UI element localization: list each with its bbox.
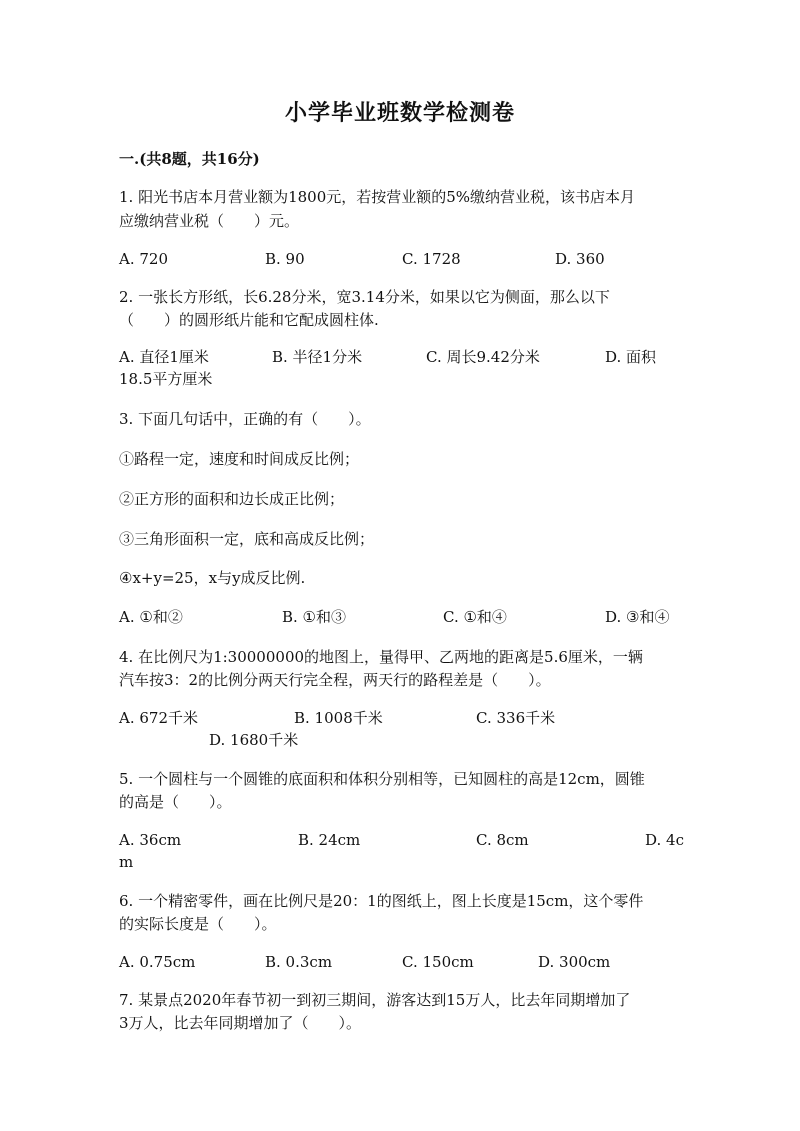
question-1-line-2: 应缴纳营业税（ ）元。: [119, 212, 300, 230]
question-3-line-1: 3. 下面几句话中，正确的有（ ）。: [119, 410, 371, 428]
question-6-option-a: A. 0.75cm: [119, 953, 196, 971]
question-6-option-d: D. 300cm: [538, 953, 611, 971]
question-6-line-2: 的实际长度是（ ）。: [119, 915, 277, 933]
question-2-line-2: （ ）的圆形纸片能和它配成圆柱体.: [119, 311, 379, 329]
question-5-option-a: A. 36cm: [119, 831, 182, 849]
question-6-line-1: 6. 一个精密零件，画在比例尺是20：1的图纸上，图上长度是15cm，这个零件: [119, 892, 644, 910]
question-4-option-d: D. 1680千米: [209, 731, 299, 749]
question-7-line-2: 3万人，比去年同期增加了（ ）。: [119, 1014, 362, 1032]
question-2-option-b: B. 半径1分米: [272, 348, 363, 366]
question-3-statement-2: ②正方形的面积和边长成正比例；: [119, 490, 345, 508]
question-4-option-c: C. 336千米: [476, 709, 556, 727]
question-2-option-d: D. 面积: [605, 348, 657, 366]
question-1-option-b: B. 90: [265, 250, 305, 268]
question-2-option-a: A. 直径1厘米: [119, 348, 209, 366]
question-3-statement-4: ④x+y=25，x与y成反比例.: [119, 569, 306, 587]
question-5-option-c: C. 8cm: [476, 831, 529, 849]
question-3-option-b: B. ①和③: [282, 608, 347, 626]
question-6-option-c: C. 150cm: [402, 953, 474, 971]
page-title: 小学毕业班数学检测卷: [284, 101, 515, 126]
question-5-option-d-continued: m: [119, 853, 134, 871]
question-3-statement-1: ①路程一定，速度和时间成反比例；: [119, 450, 360, 468]
question-4-line-2: 汽车按3：2的比例分两天行完全程，两天行的路程差是（ ）。: [119, 671, 551, 689]
question-5-option-b: B. 24cm: [298, 831, 361, 849]
question-2-option-d-continued: 18.5平方厘米: [119, 370, 213, 388]
section-heading: 一.(共8题，共16分): [119, 150, 260, 168]
question-3-option-a: A. ①和②: [119, 608, 183, 626]
question-3-statement-3: ③三角形面积一定，底和高成反比例；: [119, 530, 375, 548]
question-1-option-c: C. 1728: [402, 250, 461, 268]
question-6-option-b: B. 0.3cm: [265, 953, 333, 971]
question-7-line-1: 7. 某景点2020年春节初一到初三期间，游客达到15万人，比去年同期增加了: [119, 991, 631, 1009]
question-2-line-1: 2. 一张长方形纸，长6.28分米，宽3.14分米，如果以它为侧面，那么以下: [119, 288, 610, 306]
question-5-line-1: 5. 一个圆柱与一个圆锥的底面积和体积分别相等，已知圆柱的高是12cm，圆锥: [119, 770, 645, 788]
question-4-line-1: 4. 在比例尺为1:30000000的地图上，量得甲、乙两地的距离是5.6厘米，一辆: [119, 648, 643, 666]
question-5-option-d: D. 4c: [645, 831, 684, 849]
question-3-option-c: C. ①和④: [443, 608, 507, 626]
question-1-option-d: D. 360: [555, 250, 605, 268]
question-1-option-a: A. 720: [119, 250, 168, 268]
question-2-option-c: C. 周长9.42分米: [426, 348, 540, 366]
question-1-line-1: 1. 阳光书店本月营业额为1800元，若按营业额的5%缴纳营业税，该书店本月: [119, 188, 636, 206]
question-5-line-2: 的高是（ ）。: [119, 793, 232, 811]
question-4-option-b: B. 1008千米: [294, 709, 383, 727]
question-3-option-d: D. ③和④: [605, 608, 670, 626]
question-4-option-a: A. 672千米: [119, 709, 198, 727]
